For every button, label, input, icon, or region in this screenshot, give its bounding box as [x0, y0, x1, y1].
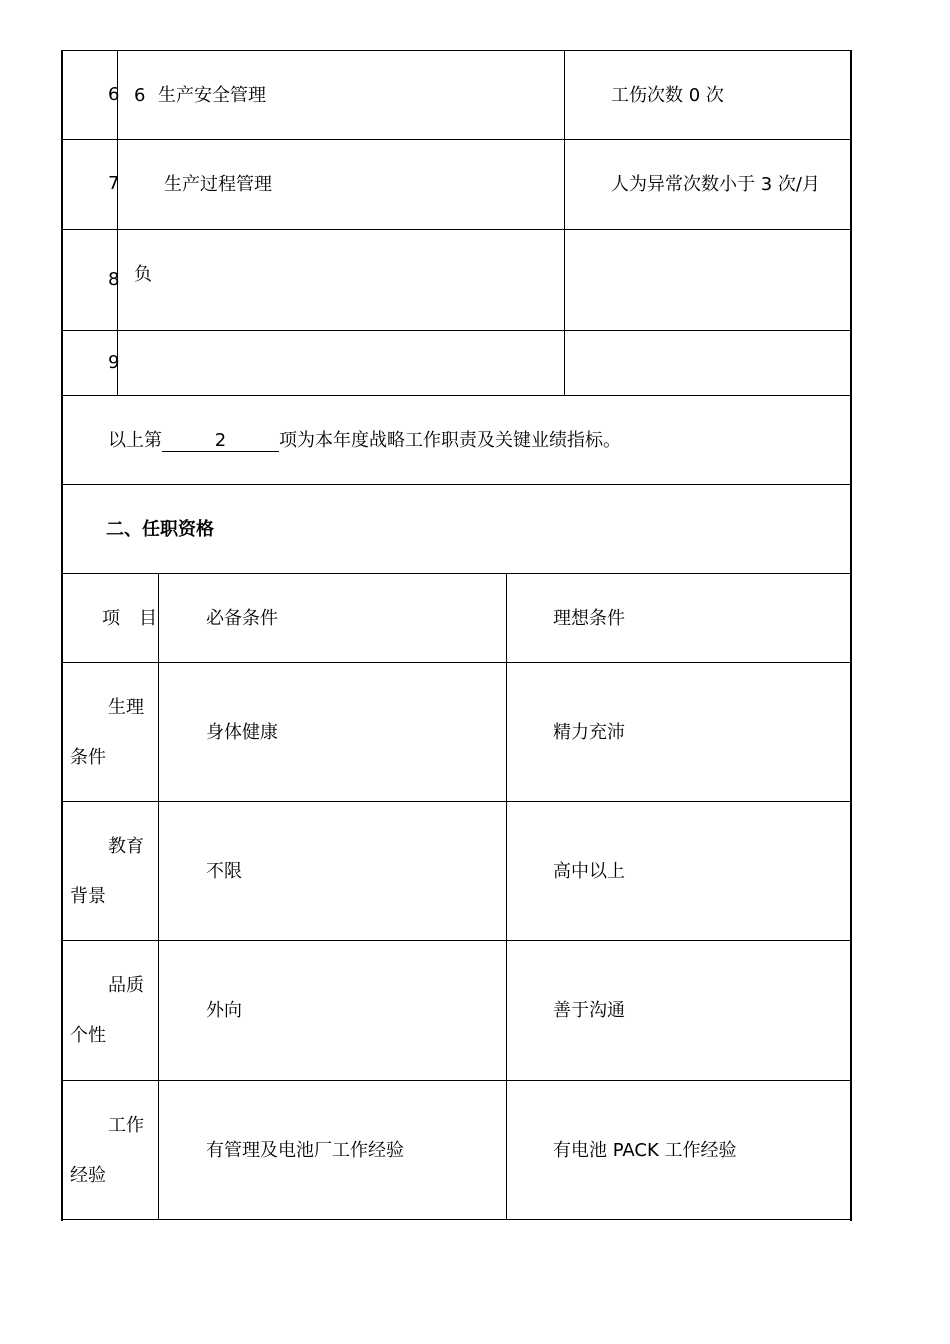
row-divider [61, 940, 852, 941]
qual-header-ideal: 理想条件 [553, 608, 625, 629]
summary-prefix: 以上第 [108, 430, 162, 451]
qual-row-ideal: 善于沟通 [553, 1000, 625, 1021]
qual-row-required: 不限 [206, 861, 242, 882]
qual-row-item-line1: 工作 [108, 1115, 144, 1136]
row-divider [61, 395, 852, 396]
qual-row-item-line1: 生理 [108, 697, 144, 718]
table-left-border [61, 50, 63, 1221]
kpi-row-9-number: 9 [108, 352, 120, 373]
qual-header-item-part2: 目 [139, 608, 157, 629]
kpi-indicator-column-divider [564, 50, 565, 396]
qual-header-required: 必备条件 [206, 608, 278, 629]
kpi-row-8-number: 8 [108, 269, 120, 290]
summary-statement [108, 430, 621, 452]
kpi-row-8-duty: 负 [134, 264, 152, 285]
qual-ideal-column-divider [506, 573, 507, 1220]
row-divider [61, 801, 852, 802]
table-top-border [61, 50, 852, 51]
table-right-border [850, 50, 852, 1221]
qual-row-required: 外向 [206, 1000, 242, 1021]
qual-header-item-part1: 项 [102, 608, 120, 629]
row-divider [61, 484, 852, 485]
qual-row-ideal: 高中以上 [553, 861, 625, 882]
row-divider [61, 229, 852, 230]
row-divider [61, 573, 852, 574]
qual-row-item-line2: 条件 [70, 747, 106, 768]
summary-suffix: 项为本年度战略工作职责及关键业绩指标。 [279, 430, 621, 451]
qual-row-ideal: 有电池 PACK 工作经验 [553, 1140, 737, 1161]
kpi-row-6-indicator: 工伤次数 0 次 [611, 85, 724, 106]
qual-item-column-divider [158, 573, 159, 1220]
kpi-row-7-indicator: 人为异常次数小于 3 次/月 [611, 174, 820, 195]
row-divider [61, 1080, 852, 1081]
table-bottom-border [61, 1219, 852, 1220]
row-divider [61, 139, 852, 140]
kpi-row-6-number: 6 [108, 84, 120, 105]
kpi-row-6-sub-number: 6 [134, 85, 146, 106]
qual-row-ideal: 精力充沛 [553, 722, 625, 743]
qual-row-item-line2: 背景 [70, 886, 106, 907]
qual-row-item-line1: 品质 [108, 975, 144, 996]
kpi-row-7-number: 7 [108, 173, 120, 194]
qual-row-item-line1: 教育 [108, 836, 144, 857]
kpi-row-7-duty: 生产过程管理 [164, 174, 272, 195]
qual-row-item-line2: 个性 [70, 1025, 106, 1046]
kpi-row-6-duty: 生产安全管理 [158, 85, 266, 106]
qual-row-item-line2: 经验 [70, 1165, 106, 1186]
section-title: 二、任职资格 [106, 519, 214, 540]
qual-row-required: 身体健康 [206, 722, 278, 743]
summary-count-blank: 2 [162, 431, 279, 452]
row-divider [61, 330, 852, 331]
qual-row-required: 有管理及电池厂工作经验 [206, 1140, 404, 1161]
row-divider [61, 662, 852, 663]
